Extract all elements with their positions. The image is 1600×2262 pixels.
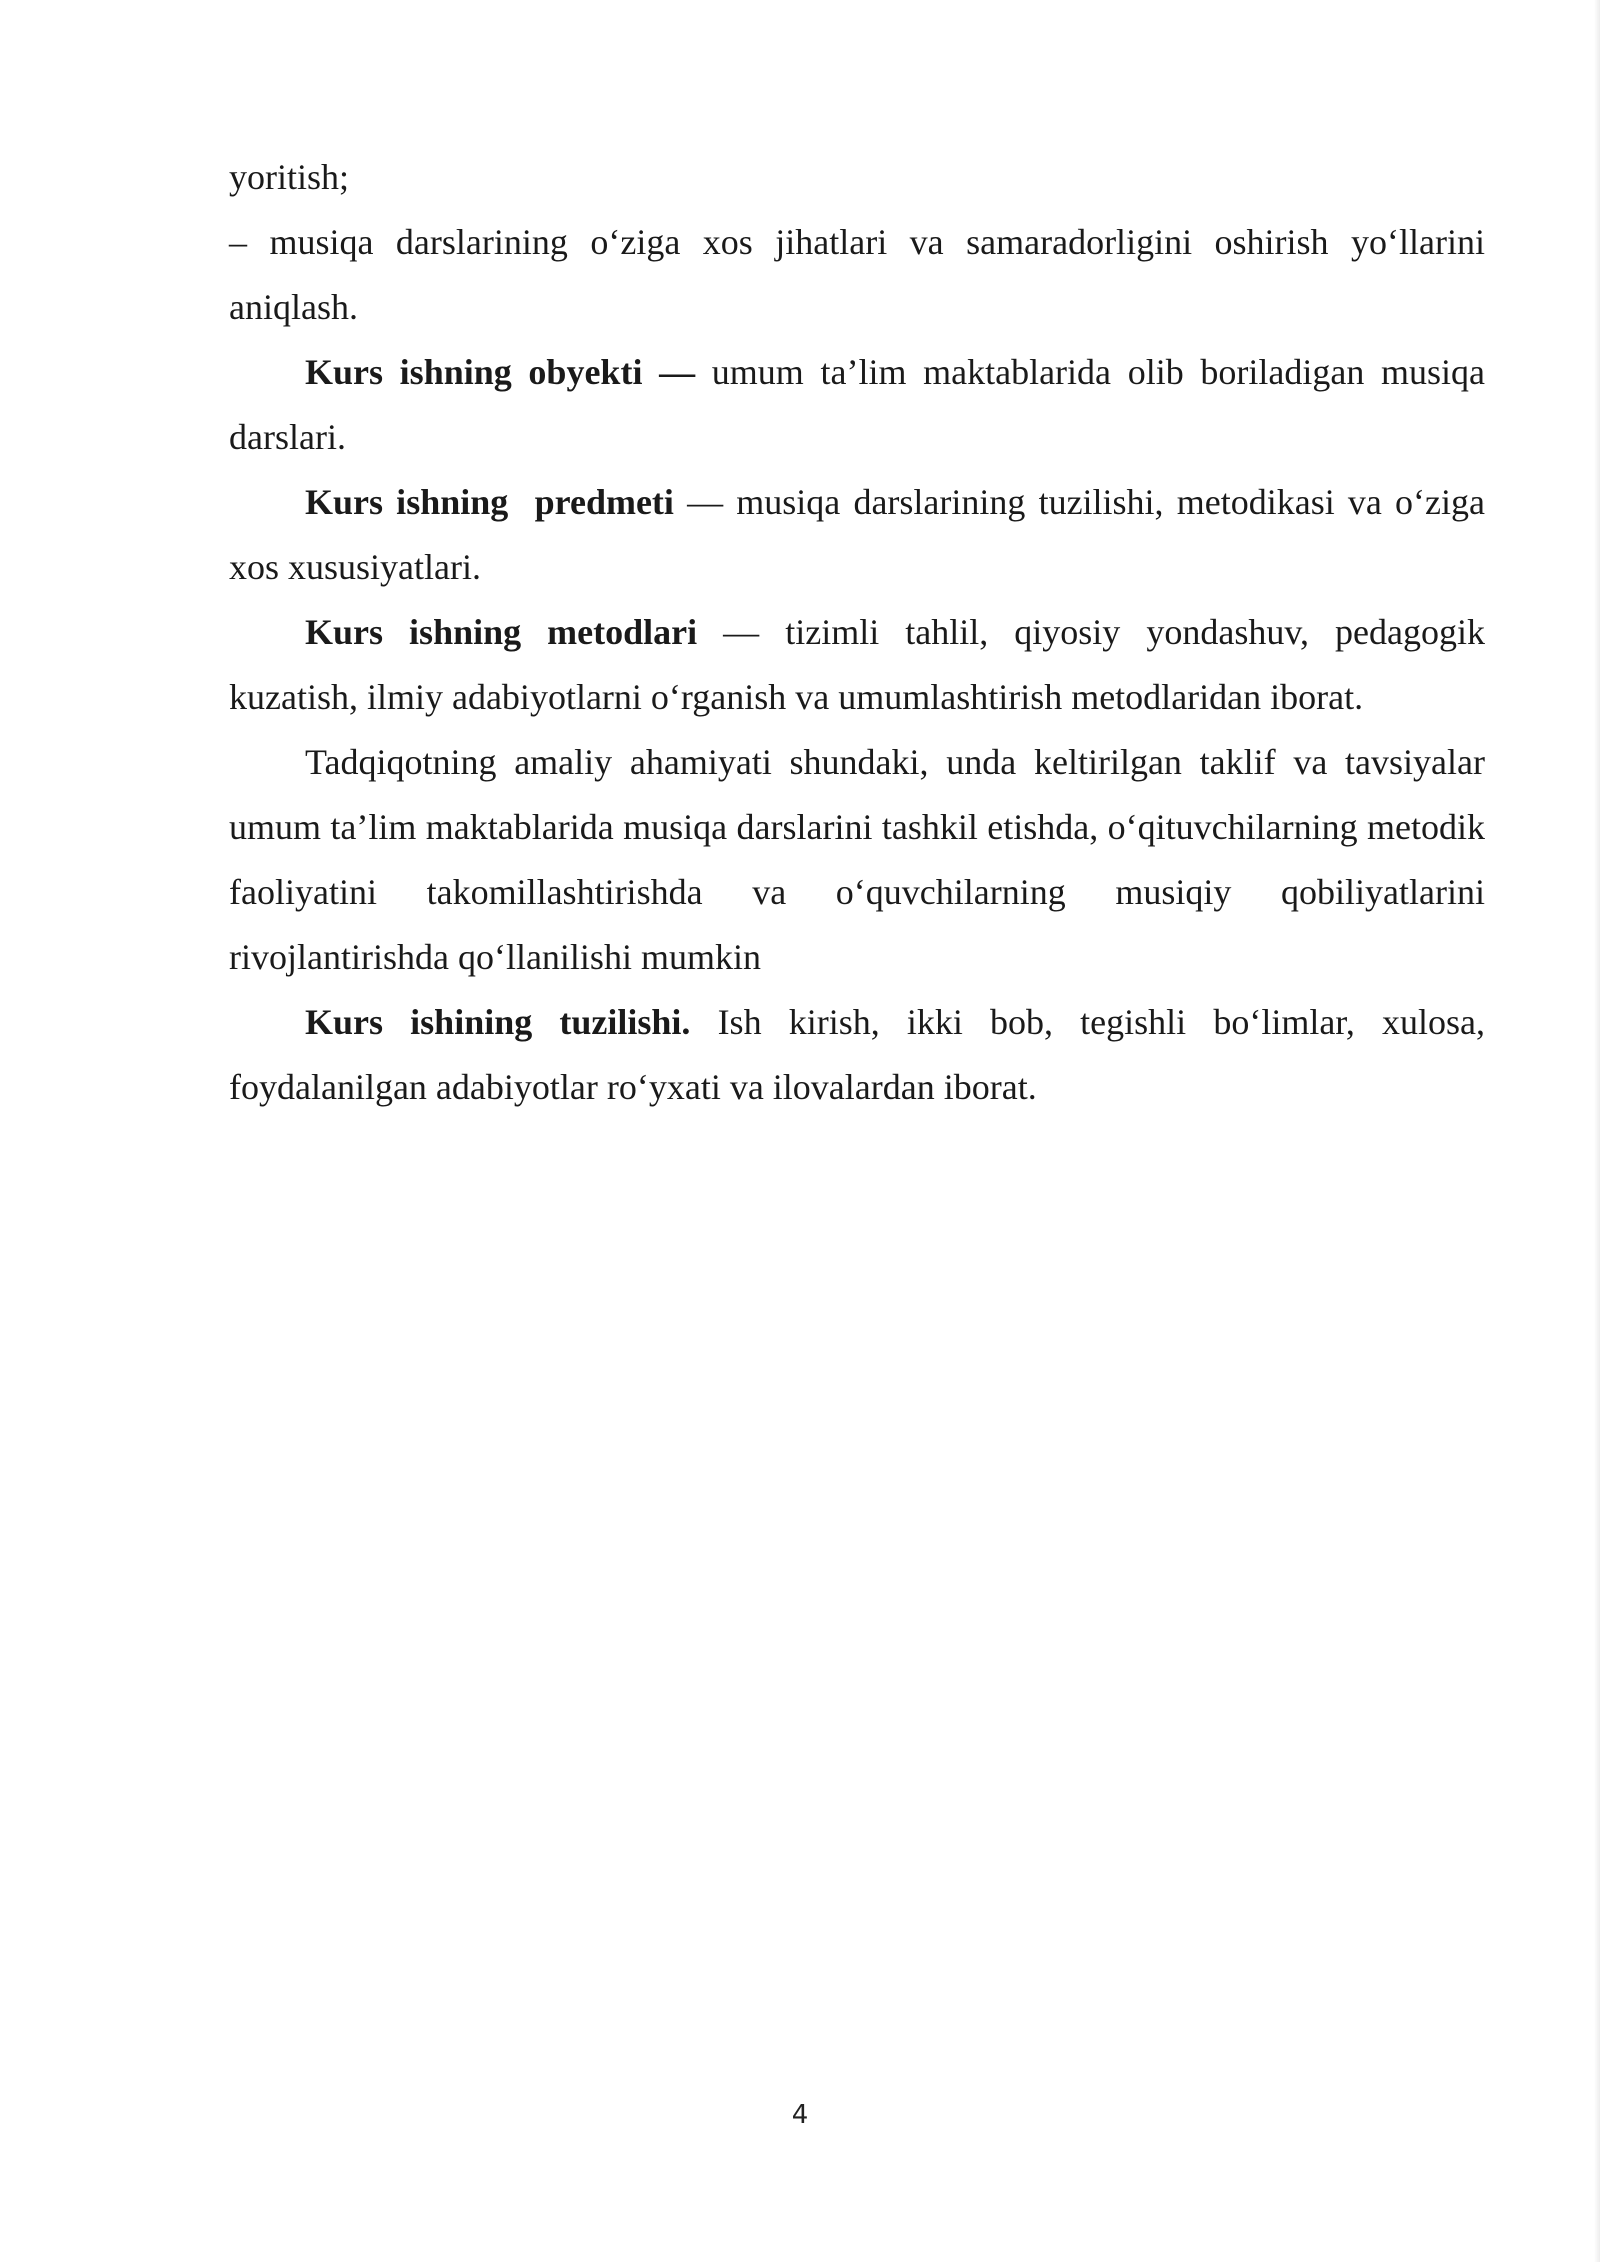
paragraph-methods [229,600,1485,730]
paragraph-text: — musiqa darslarining tuzilishi, metodikasi va o‘ziga xos xususiyatlari. [229,482,1485,587]
body-text [229,145,1485,1120]
list-item [229,210,1485,340]
paragraph-text: — tizimli tahlil, qiyosiy yondashuv, pedagogik kuzatish, ilmiy adabiyotlarni o‘rganish va umumlashtirish metodlaridan iborat. [229,612,1485,717]
page-edge-shadow [1594,0,1600,2262]
paragraph-heading: Kurs ishning obyekti — [305,352,696,392]
paragraph-text: umum ta’lim maktablarida olib boriladigan musiqa darslari. [229,352,1485,457]
paragraph-text: Tadqiqotning amaliy ahamiyati shundaki, unda keltirilgan taklif va tavsiyalar umum ta’lim maktablarida musiqa darslarini tashkil etishda, o‘qituvchilarning metodik faoliyatini takomillashtirishda va o‘quvchilarning musiqiy qobiliyatlarini rivojlantirishda qo‘llanilishi mumkin [229,742,1485,977]
paragraph-text: – musiqa darslarining o‘ziga xos jihatlari va samaradorligini oshirish yo‘llarini aniqlash. [229,222,1485,327]
paragraph-continuation [229,145,1485,210]
paragraph-heading: Kurs ishning predmeti [305,482,674,522]
paragraph-structure [229,990,1485,1120]
paragraph-object [229,340,1485,470]
paragraph-text: Ish kirish, ikki bob, tegishli bo‘limlar, xulosa, foydalanilgan adabiyotlar ro‘yxati va ilovalardan iborat. [229,1002,1485,1107]
paragraph-significance [229,730,1485,990]
paragraph-text: yoritish; [229,157,350,197]
page-number: 4 [791,2100,809,2130]
paragraph-subject [229,470,1485,600]
paragraph-heading: Kurs ishning metodlari [305,612,698,652]
paragraph-heading: Kurs ishining tuzilishi. [305,1002,691,1042]
